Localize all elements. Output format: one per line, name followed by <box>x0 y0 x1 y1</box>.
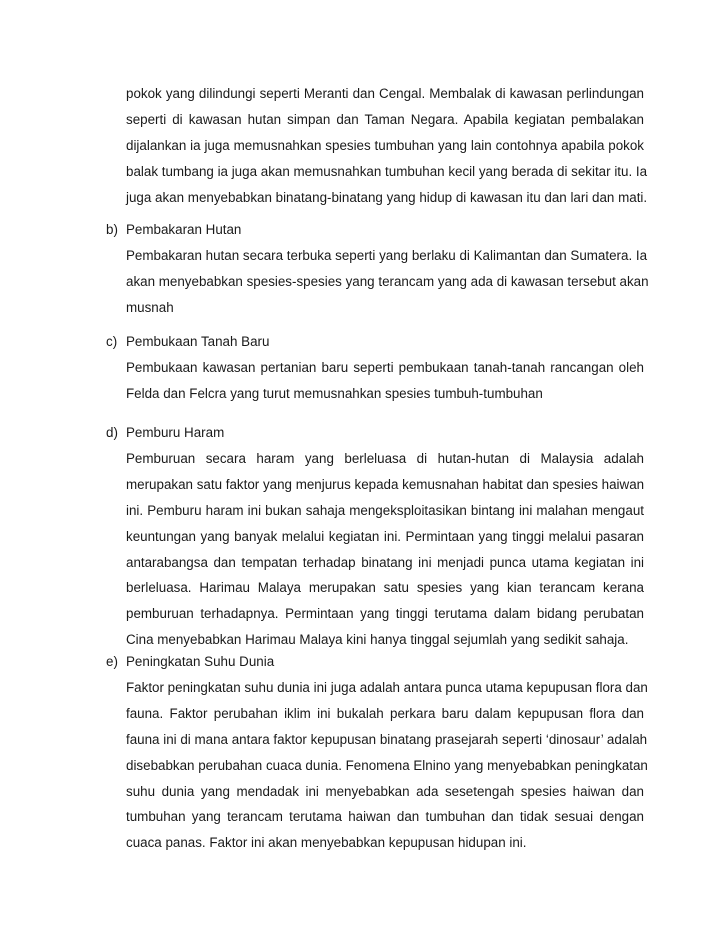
text-line: pokok yang dilindungi seperti Meranti dan Cengal. Membalak di kawasan perlindungan <box>126 86 644 101</box>
text-line: dijalankan ia juga memusnahkan spesies tumbuhan yang lain contohnya apabila pokok <box>126 137 644 153</box>
text-line: musnah <box>126 299 174 315</box>
intro-paragraph <box>126 81 648 210</box>
text-line: seperti di kawasan hutan simpan dan Taman Negara. Apabila kegiatan pembalakan <box>126 111 644 127</box>
text-line: disebabkan perubahan cuaca dunia. Fenomena Elnino yang menyebabkan peningkatan <box>126 757 648 773</box>
section-heading: Pembakaran Hutan <box>126 222 242 237</box>
text-line: akan menyebabkan spesies-spesies yang terancam yang ada di kawasan tersebut akan <box>126 273 649 289</box>
text-line: Faktor peningkatan suhu dunia ini juga adalah antara punca utama kepupusan flora dan <box>126 680 648 695</box>
section-heading: Pemburu Haram <box>126 425 225 440</box>
text-line: Pembukaan kawasan pertanian baru seperti pembukaan tanah-tanah rancangan oleh <box>126 360 644 375</box>
text-line: tumbuhan yang terancam terutama haiwan dan tumbuhan dan tidak sesuai dengan <box>126 809 644 825</box>
section-marker: b) <box>106 222 118 237</box>
text-line: cuaca panas. Faktor ini akan menyebabkan kepupusan hidupan ini. <box>126 835 527 851</box>
section-paragraph <box>126 446 644 653</box>
section-marker: e) <box>106 654 118 669</box>
text-line: Cina menyebabkan Harimau Malaya kini hanya tinggal sejumlah yang sedikit sahaja. <box>126 632 629 648</box>
text-line: Felda dan Felcra yang turut memusnahkan spesies tumbuh-tumbuhan <box>126 385 543 401</box>
text-line: juga akan menyebabkan binatang-binatang yang hidup di kawasan itu dan lari dan mati. <box>126 189 648 205</box>
text-line: keuntungan yang banyak melalui kegiatan ini. Permintaan yang tinggi melalui pasaran <box>126 528 644 544</box>
section-heading: Pembukaan Tanah Baru <box>126 334 270 349</box>
text-line: Pemburuan secara haram yang berleluasa di hutan-hutan di Malaysia adalah <box>126 451 644 466</box>
section-paragraph <box>126 355 644 407</box>
text-line: fauna. Faktor perubahan iklim ini bukalah perkara baru dalam kepupusan flora dan <box>126 705 644 721</box>
section-heading: Peningkatan Suhu Dunia <box>126 654 275 669</box>
text-line: berleluasa. Harimau Malaya merupakan satu spesies yang kian terancam kerana <box>126 580 644 596</box>
text-line: suhu dunia yang mendadak ini menyebabkan ada sesetengah spesies haiwan dan <box>126 783 644 799</box>
text-line: ini. Pemburu haram ini bukan sahaja mengeksploitasikan bintang ini malahan mengaut <box>126 502 644 518</box>
text-line: pemburuan terhadapnya. Permintaan yang tinggi terutama dalam bidang perubatan <box>126 606 644 622</box>
text-line: balak tumbang ia juga akan memusnahkan tumbuhan kecil yang berada di sekitar itu. Ia <box>126 163 648 179</box>
text-line: Pembakaran hutan secara terbuka seperti yang berlaku di Kalimantan dan Sumatera. Ia <box>126 248 648 263</box>
text-line: fauna ini di mana antara faktor kepupusan binatang prasejarah seperti ‘dinosaur’ adalah <box>126 731 648 747</box>
text-line: antarabangsa dan tempatan terhadap binatang ini menjadi punca utama kegiatan ini <box>126 554 644 570</box>
text-line: merupakan satu faktor yang menjurus kepada kemusnahan habitat dan spesies haiwan <box>126 476 645 492</box>
section-paragraph <box>126 675 648 856</box>
section-paragraph <box>126 243 649 321</box>
section-marker: d) <box>106 425 118 440</box>
section-marker: c) <box>106 334 118 349</box>
